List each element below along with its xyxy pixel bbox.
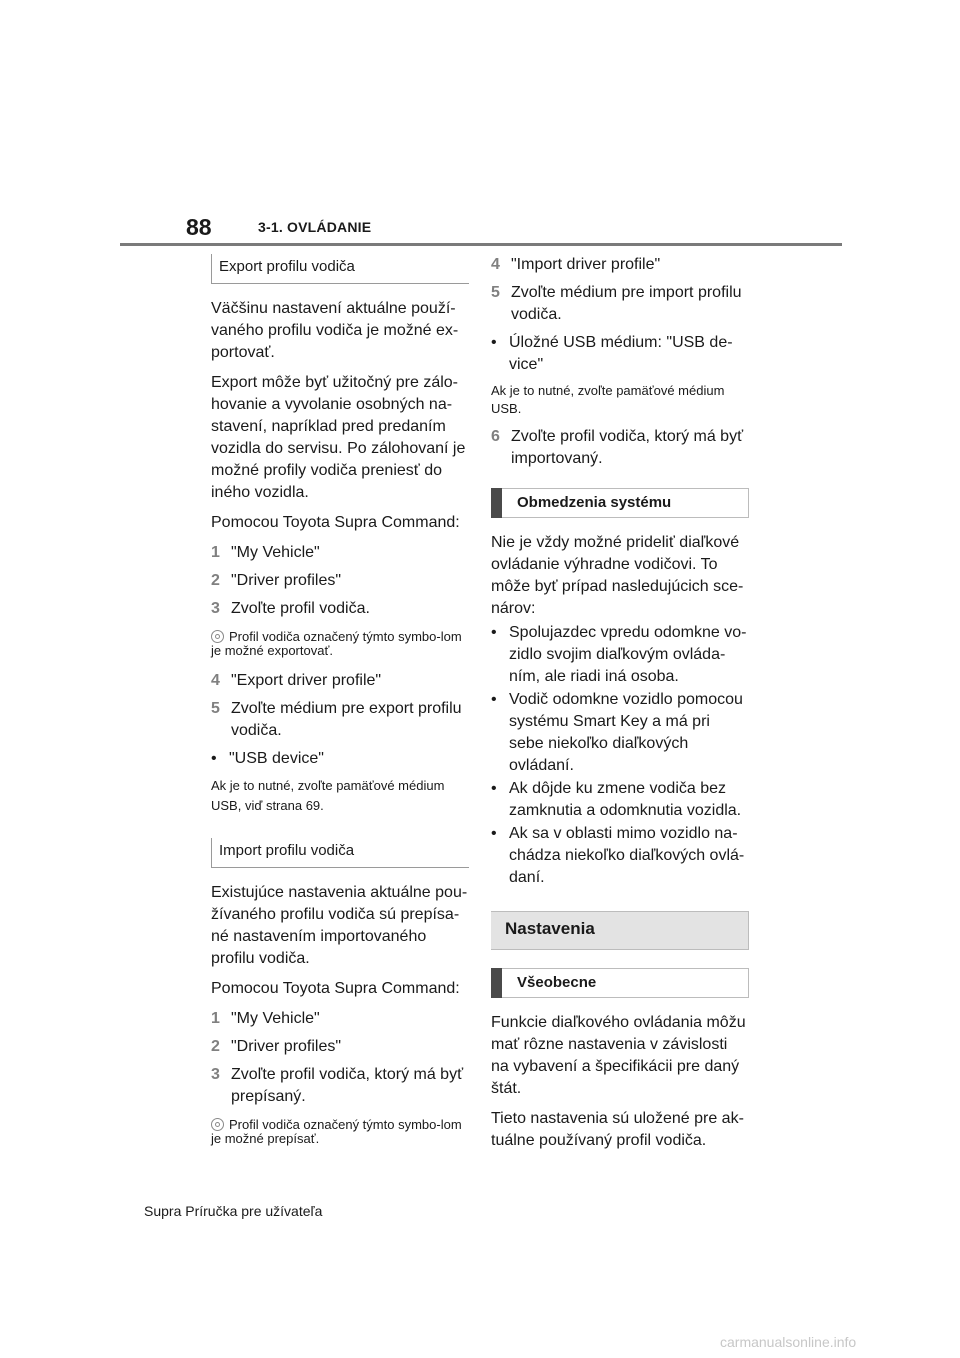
import-step: 4 "Import driver profile" — [491, 256, 661, 273]
import-step: 3 Zvoľte profil vodiča, ktorý má byť prepísaný. — [211, 1066, 464, 1105]
export-step: 2 "Driver profiles" — [211, 572, 342, 589]
settings-section-heading: Nastavenia — [491, 911, 749, 950]
limits-section-heading: Obmedzenia systému — [491, 488, 749, 518]
right-column — [491, 254, 749, 1160]
footer-text: Supra Príručka pre užívateľa — [144, 1203, 323, 1219]
export-section-heading: Export profilu vodiča — [211, 254, 469, 284]
export-step: 4 "Export driver profile" — [211, 672, 382, 689]
watermark: carmanualsonline.info — [720, 1334, 857, 1350]
page-number: 88 — [186, 214, 212, 240]
limits-bullet: • Vodič odomkne vozidlo pomocou systému Smart Key a má pri sebe niekoľko diaľkových ovládaní. — [491, 691, 743, 774]
import-section-heading: Import profilu vodiča — [211, 838, 469, 868]
import-small-note: Ak je to nutné, zvoľte pamäťové médium USB. — [491, 383, 725, 416]
profile-symbol-icon — [211, 1118, 224, 1131]
export-small-note: Ak je to nutné, zvoľte pamäťové médium USB, viď strana 69. — [211, 778, 445, 813]
limits-paragraph: Nie je vždy možné prideliť diaľkové ovládanie výhradne vodičovi. To môže byť prípad nasledujúcich sce-nárov: — [491, 534, 744, 617]
general-paragraph-1: Funkcie diaľkového ovládania môžu mať rôzne nastavenia v závislosti na vybavení a špecifikácii pre daný štát. — [491, 1014, 746, 1097]
export-note: Profil vodiča označený týmto symbo-lom je možné exportovať. — [211, 629, 462, 658]
import-step: 1 "My Vehicle" — [211, 1010, 320, 1027]
limits-bullet: • Ak sa v oblasti mimo vozidlo na-chádza niekoľko diaľkových ovlá-daní. — [491, 825, 745, 886]
limits-bullet: • Ak dôjde ku zmene vodiča bez zamknutia a odomknutia vozidla. — [491, 780, 742, 819]
import-bullet: • Úložné USB médium: "USB de-vice" — [491, 334, 733, 373]
export-paragraph-3: Pomocou Toyota Supra Command: — [211, 514, 460, 531]
profile-symbol-icon — [211, 630, 224, 643]
import-step: 6 Zvoľte profil vodiča, ktorý má byť importovaný. — [491, 428, 744, 467]
import-paragraph-1: Existujúce nastavenia aktuálne pou-žívaného profilu vodiča sú prepísa-né nastavením importovaného profilu vodiča. — [211, 884, 468, 967]
limits-bullet: • Spolujazdec vpredu odomkne vo-zidlo svojim diaľkovým ovláda-ním, ale riadi iná osoba. — [491, 624, 747, 685]
export-paragraph-1: Väčšinu nastavení aktuálne použí-vaného profilu vodiča je možné ex-portovať. — [211, 300, 459, 361]
general-paragraph-2: Tieto nastavenia sú uložené pre ak-tuálne používaný profil vodiča. — [491, 1110, 744, 1149]
chapter-title: 3-1. OVLÁDANIE — [258, 219, 372, 235]
header-rule — [120, 243, 842, 246]
export-paragraph-2: Export môže byť užitočný pre zálo-hovanie a vyvolanie osobných na-stavení, napríklad pred predaním vozidla do servisu. Po zálohovaní je možné profily vodiča preniesť do iného vozidla. — [211, 374, 466, 501]
import-note: Profil vodiča označený týmto symbo-lom je možné prepísať. — [211, 1117, 462, 1146]
left-column — [211, 254, 469, 1158]
export-step: 1 "My Vehicle" — [211, 544, 320, 561]
export-step: 3 Zvoľte profil vodiča. — [211, 600, 370, 617]
export-bullet: • "USB device" — [211, 750, 324, 767]
general-subsection-heading: Všeobecne — [491, 968, 749, 998]
import-step: 2 "Driver profiles" — [211, 1038, 342, 1055]
import-step: 5 Zvoľte médium pre import profilu vodiča. — [491, 284, 742, 323]
export-step: 5 Zvoľte médium pre export profilu vodiča. — [211, 700, 462, 739]
import-paragraph-2: Pomocou Toyota Supra Command: — [211, 980, 460, 997]
